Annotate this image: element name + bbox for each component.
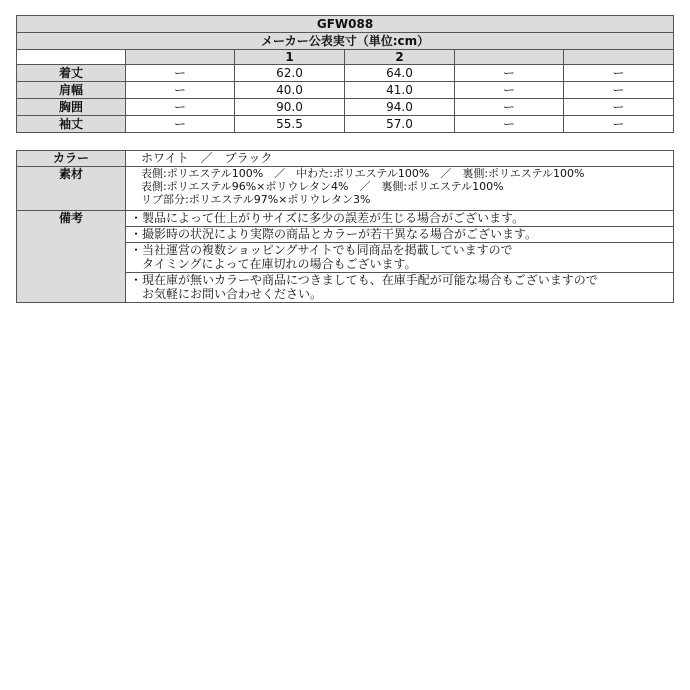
color-row <box>17 151 674 167</box>
note-item <box>126 273 674 303</box>
notes-row <box>17 211 674 227</box>
material-value <box>126 167 674 211</box>
notes-label: 備考 <box>17 211 126 303</box>
size-col-header <box>455 50 564 65</box>
table-cell: 57.0 <box>345 116 455 133</box>
material-line: 表側:ポリエステル100% ／ 中わた:ポリエステル100% ／ 裏側:ポリエステル100% <box>141 167 585 180</box>
corner-cell <box>17 50 126 65</box>
table-cell: 94.0 <box>345 99 455 116</box>
material-row <box>17 167 674 211</box>
row-label-sleeve: 袖丈 <box>17 116 126 133</box>
note-item <box>126 227 674 243</box>
note-item <box>126 243 674 273</box>
table-cell: 55.5 <box>235 116 345 133</box>
spec-table <box>16 150 674 303</box>
table-cell: ー <box>126 116 235 133</box>
table-cell: ー <box>455 116 564 133</box>
table-cell: ー <box>126 99 235 116</box>
note-text: ・撮影時の状況により実際の商品とカラーが若干異なる場合がございます。 <box>130 227 538 241</box>
color-value: ホワイト ／ ブラック <box>126 151 674 167</box>
table-cell: ー <box>455 82 564 99</box>
size-col-header: 1 <box>235 50 345 65</box>
table-cell: ー <box>564 65 674 82</box>
table-cell: 62.0 <box>235 65 345 82</box>
table-row <box>17 99 674 116</box>
table-cell: ー <box>455 99 564 116</box>
note-text: ・現在庫が無いカラーや商品につきましても、在庫手配が可能な場合もございますので <box>130 273 598 287</box>
row-label-chest: 胸囲 <box>17 99 126 116</box>
row-label-length: 着丈 <box>17 65 126 82</box>
note-text: タイミングによって在庫切れの場合もございます。 <box>130 257 417 271</box>
table-row <box>17 82 674 99</box>
material-line: 表側:ポリエステル96%×ポリウレタン4% ／ 裏側:ポリエステル100% <box>141 180 504 193</box>
size-table-subtitle: メーカー公表実寸（単位:cm） <box>17 33 674 50</box>
row-label-shoulder: 肩幅 <box>17 82 126 99</box>
size-col-header <box>564 50 674 65</box>
size-col-header: 2 <box>345 50 455 65</box>
note-text: お気軽にお問い合わせください。 <box>130 287 323 301</box>
material-line: リブ部分:ポリエステル97%×ポリウレタン3% <box>141 193 371 206</box>
size-table <box>16 15 674 133</box>
table-cell: ー <box>564 99 674 116</box>
material-label: 素材 <box>17 167 126 211</box>
table-cell: 90.0 <box>235 99 345 116</box>
color-label: カラー <box>17 151 126 167</box>
table-cell: ー <box>564 116 674 133</box>
table-row <box>17 116 674 133</box>
product-code: GFW088 <box>17 16 674 33</box>
table-cell: 64.0 <box>345 65 455 82</box>
table-cell: ー <box>455 65 564 82</box>
table-cell: 41.0 <box>345 82 455 99</box>
note-text: ・当社運営の複数ショッピングサイトでも同商品を掲載していますので <box>130 243 513 257</box>
table-cell: ー <box>126 82 235 99</box>
table-cell: ー <box>564 82 674 99</box>
size-col-header <box>126 50 235 65</box>
table-cell: 40.0 <box>235 82 345 99</box>
table-cell: ー <box>126 65 235 82</box>
table-row <box>17 65 674 82</box>
note-text: ・製品によって仕上がりサイズに多少の誤差が生じる場合がございます。 <box>130 211 525 225</box>
note-item <box>126 211 674 227</box>
